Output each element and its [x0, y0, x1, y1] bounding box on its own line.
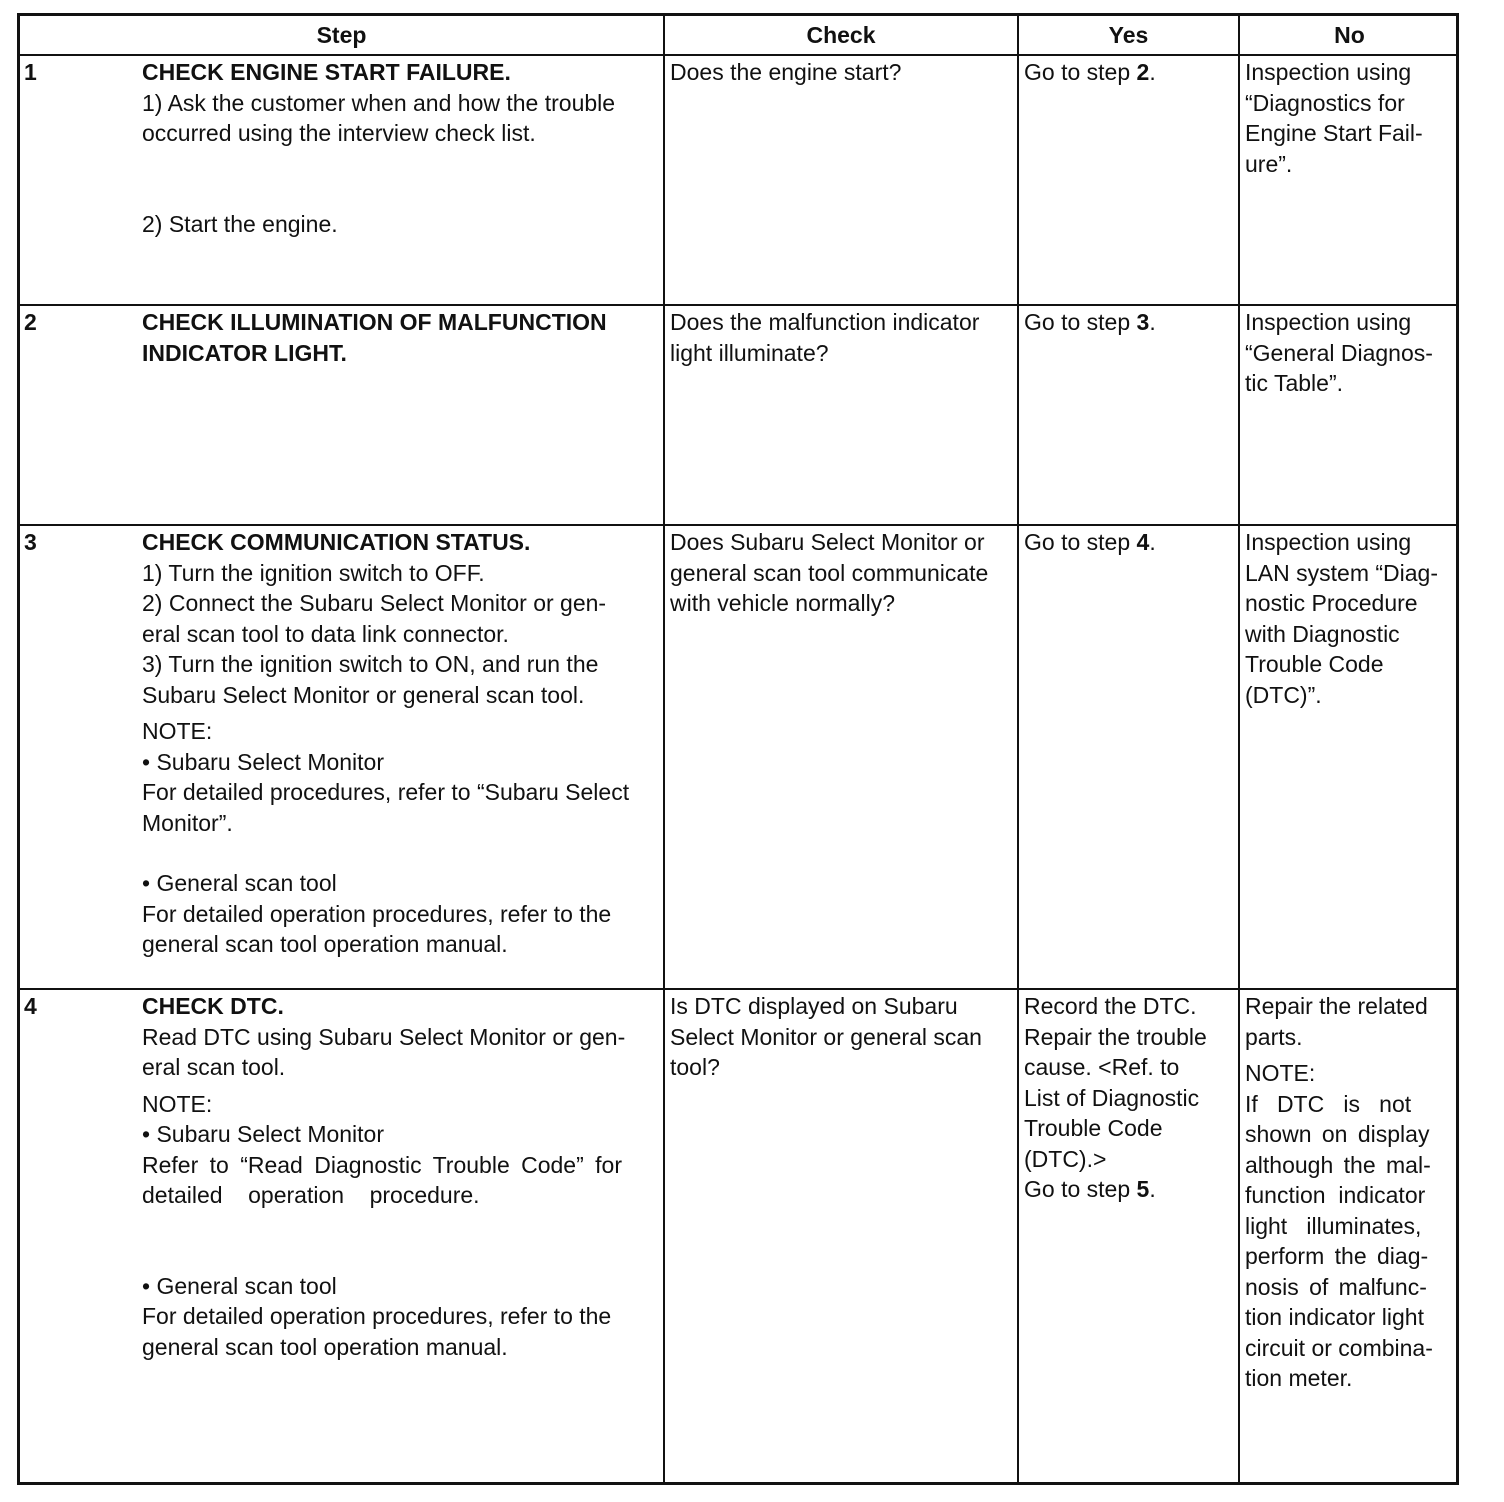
column-divider	[663, 16, 665, 1482]
no-text: although the mal-	[1245, 1151, 1431, 1178]
step-title: CHECK COMMUNICATION STATUS.	[142, 529, 531, 555]
check-cell	[670, 307, 1015, 368]
column-divider	[1017, 16, 1019, 1482]
yes-text: List of Diagnostic	[1024, 1084, 1200, 1111]
step-number: 2	[24, 309, 37, 335]
column-divider	[1238, 16, 1240, 1482]
bullet-item: • General scan tool	[142, 1272, 337, 1299]
check-text: with vehicle normally?	[670, 590, 895, 616]
bullet-text: For detailed operation procedures, refer to the	[142, 1303, 612, 1329]
no-text: tion meter.	[1245, 1365, 1353, 1391]
step-line: Subaru Select Monitor or general scan tool.	[142, 681, 585, 708]
no-text: Inspection using	[1245, 59, 1412, 85]
no-text: nostic Procedure	[1245, 590, 1418, 616]
yes-step-number: 4	[1136, 529, 1150, 555]
no-text: shown on display	[1245, 1121, 1430, 1147]
bullet-item: • Subaru Select Monitor	[142, 1121, 385, 1147]
bullet-text: detailed operation procedure.	[142, 1182, 480, 1208]
step-line: 1) Turn the ignition switch to OFF.	[142, 559, 485, 586]
yes-text: Trouble Code	[1024, 1115, 1163, 1141]
no-text: function indicator	[1245, 1182, 1426, 1208]
bullet-text: For detailed procedures, refer to “Subaru Select	[142, 779, 630, 805]
step-description	[142, 307, 660, 368]
no-text: Engine Start Fail-	[1245, 120, 1423, 146]
yes-text: Go to step	[1024, 529, 1137, 555]
step-line: 1) Ask the customer when and how the trouble	[142, 89, 616, 116]
yes-text: Go to step	[1024, 309, 1137, 335]
check-text: Does Subaru Select Monitor or	[670, 529, 985, 555]
no-text: tion indicator light	[1245, 1304, 1424, 1330]
check-text: Does the engine start?	[670, 59, 902, 85]
no-text: Trouble Code	[1245, 651, 1384, 677]
note-label: NOTE:	[142, 1090, 213, 1117]
yes-cell: Go to step 3.	[1024, 309, 1156, 335]
step-number: 4	[24, 993, 37, 1019]
bullet-text: general scan tool operation manual.	[142, 931, 508, 957]
yes-cell: Go to step 2.	[1024, 59, 1156, 85]
step-title: CHECK ENGINE START FAILURE.	[142, 59, 511, 85]
step-line: 3) Turn the ignition switch to ON, and run the	[142, 651, 599, 677]
no-cell	[1245, 991, 1457, 1394]
yes-text: cause. <Ref. to	[1024, 1054, 1180, 1080]
step-line: occurred using the interview check list.	[142, 120, 536, 146]
no-text: Repair the related	[1245, 993, 1428, 1019]
check-cell	[670, 527, 1015, 619]
check-text: Does the malfunction indicator	[670, 309, 980, 335]
row-divider	[20, 304, 1456, 306]
check-cell	[670, 991, 1015, 1083]
step-line: 2) Connect the Subaru Select Monitor or gen-	[142, 590, 607, 616]
no-text: circuit or combina-	[1245, 1334, 1433, 1361]
bullet-text: general scan tool operation manual.	[142, 1333, 508, 1360]
no-text: perform the diag-	[1245, 1243, 1429, 1269]
no-text: light illuminates,	[1245, 1212, 1422, 1239]
step-description	[142, 57, 660, 239]
step-description	[142, 527, 660, 960]
header-yes: Yes	[1108, 22, 1149, 48]
no-text: LAN system “Diag-	[1245, 559, 1438, 586]
no-cell	[1245, 527, 1457, 710]
yes-cell: Record the DTC. Repair the trouble cause. <Ref. to List of Diagnostic Trouble Code (DTC).> Go to step 5.	[1024, 991, 1236, 1205]
note-label: NOTE:	[1245, 1060, 1316, 1086]
note-label: NOTE:	[142, 718, 213, 744]
step-title: CHECK ILLUMINATION OF MALFUNCTION	[142, 309, 607, 335]
row-divider	[20, 54, 1456, 56]
no-text: with Diagnostic	[1245, 620, 1400, 647]
yes-step-number: 5	[1136, 1176, 1150, 1202]
no-text: If DTC is not	[1245, 1090, 1412, 1117]
no-text: Inspection using	[1245, 309, 1412, 335]
no-cell	[1245, 307, 1457, 399]
bullet-item: • Subaru Select Monitor	[142, 748, 385, 775]
row-divider	[20, 524, 1456, 526]
check-cell	[670, 57, 1015, 88]
check-text: light illuminate?	[670, 339, 829, 366]
yes-step-number: 2	[1136, 59, 1150, 85]
diagnostic-table	[17, 13, 1459, 1485]
step-description	[142, 991, 660, 1362]
header-no: No	[1334, 22, 1365, 48]
header-step: Step	[316, 22, 367, 48]
step-number: 3	[24, 529, 37, 555]
step-number: 1	[24, 59, 37, 85]
no-text: Inspection using	[1245, 529, 1412, 555]
bullet-item: • General scan tool	[142, 870, 337, 896]
header-check: Check	[806, 22, 876, 48]
step-title: CHECK DTC.	[142, 993, 284, 1019]
yes-text: Repair the trouble	[1024, 1023, 1207, 1050]
bullet-text: Monitor”.	[142, 809, 233, 836]
bullet-text: For detailed operation procedures, refer to the	[142, 900, 612, 927]
no-text: nosis of malfunc-	[1245, 1273, 1427, 1300]
check-text: Select Monitor or general scan	[670, 1023, 982, 1050]
check-text: tool?	[670, 1054, 720, 1080]
step-line: 2) Start the engine.	[142, 210, 338, 237]
yes-text: Go to step	[1024, 59, 1137, 85]
no-cell	[1245, 57, 1457, 179]
yes-text: Go to step	[1024, 1176, 1137, 1202]
yes-text: (DTC).>	[1024, 1145, 1107, 1172]
row-divider	[20, 988, 1456, 990]
step-line: eral scan tool.	[142, 1054, 286, 1080]
no-text: “Diagnostics for	[1245, 89, 1405, 116]
no-text: parts.	[1245, 1023, 1303, 1050]
step-line: eral scan tool to data link connector.	[142, 620, 509, 647]
no-text: (DTC)”.	[1245, 681, 1322, 708]
check-text: general scan tool communicate	[670, 559, 989, 586]
step-line: Read DTC using Subaru Select Monitor or gen-	[142, 1023, 626, 1050]
yes-text: Record the DTC.	[1024, 993, 1197, 1019]
no-text: tic Table”.	[1245, 370, 1344, 396]
no-text: ure”.	[1245, 150, 1293, 177]
bullet-text: Refer to “Read Diagnostic Trouble Code” for	[142, 1151, 622, 1178]
yes-step-number: 3	[1136, 309, 1150, 335]
check-text: Is DTC displayed on Subaru	[670, 993, 958, 1019]
no-text: “General Diagnos-	[1245, 339, 1433, 366]
yes-cell: Go to step 4.	[1024, 529, 1156, 555]
step-title: INDICATOR LIGHT.	[142, 339, 347, 366]
